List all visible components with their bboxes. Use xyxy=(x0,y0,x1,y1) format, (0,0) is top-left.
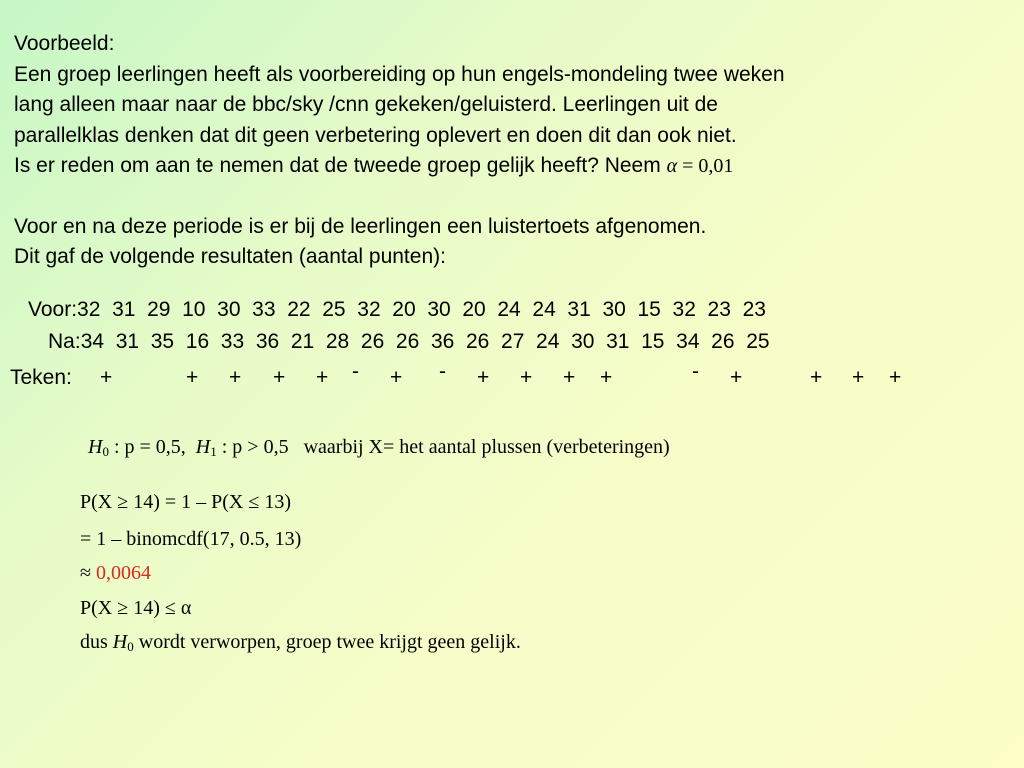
sign: - xyxy=(352,360,359,383)
hypotheses xyxy=(88,436,670,460)
teken-signs xyxy=(0,360,1024,396)
sign: + xyxy=(273,366,286,389)
calc-line-1: P(X ≥ 14) = 1 – P(X ≤ 13) xyxy=(80,491,292,513)
question-text: Is er reden om aan te nemen dat de tweede groep gelijk heeft? Neem xyxy=(14,154,667,177)
conclusion-h: H xyxy=(112,631,128,653)
intro-line-6: Dit gaf de volgende resultaten (aantal punten): xyxy=(14,245,446,268)
sign: - xyxy=(692,360,699,383)
intro-line-3: parallelklas denken dat dit geen verbetering oplevert en doen dit dan ook niet. xyxy=(14,123,737,147)
h0-symbol: H xyxy=(88,436,103,458)
sign: + xyxy=(600,366,613,389)
example-heading: Voorbeeld: xyxy=(14,32,115,55)
sign: + xyxy=(810,366,823,389)
alpha-value: α = 0,01 xyxy=(666,155,734,177)
intro-line-2: lang alleen maar naar de bbc/sky /cnn gekeken/geluisterd. Leerlingen uit de xyxy=(14,93,718,116)
sign: + xyxy=(730,366,743,389)
voor-row xyxy=(28,298,766,322)
na-row xyxy=(48,330,770,354)
h1-rest: : p > 0,5 waarbij X= het aantal plussen (verbeteringen) xyxy=(216,436,670,458)
h0-sub: 0 xyxy=(102,444,109,459)
conclusion xyxy=(80,631,521,655)
intro-line-1: Een groep leerlingen heeft als voorbereiding op hun engels-mondeling twee weken xyxy=(14,62,785,86)
probability-result: 0,0064 xyxy=(95,562,151,584)
h1-symbol: H xyxy=(195,436,211,458)
sign: + xyxy=(852,366,865,389)
calc-line-4: P(X ≥ 14) ≤ α xyxy=(80,597,192,619)
sign: + xyxy=(563,366,576,389)
voor-label: Voor: xyxy=(28,298,78,321)
intro-line-5: Voor en na deze periode is er bij de leerlingen een luistertoets afgenomen. xyxy=(14,214,707,238)
intro-text xyxy=(14,29,1014,273)
conclusion-rest: wordt verworpen, groep twee krijgt geen gelijk. xyxy=(133,631,521,653)
sign: + xyxy=(100,366,113,389)
conclusion-sub: 0 xyxy=(127,639,134,654)
approx-symbol: ≈ xyxy=(80,562,96,584)
h0-rest: : p = 0,5, xyxy=(108,436,196,458)
sign: + xyxy=(477,366,490,389)
sign: + xyxy=(229,366,242,389)
na-label: Na: xyxy=(48,330,81,353)
sign: - xyxy=(439,360,446,383)
sign: + xyxy=(316,366,329,389)
sign: + xyxy=(889,366,902,389)
sign: + xyxy=(186,366,199,389)
calc-line-2: = 1 – binomcdf(17, 0.5, 13) xyxy=(80,528,302,550)
calc-line-3 xyxy=(80,562,151,585)
na-values: 34 31 35 16 33 36 21 28 26 26 36 26 27 24 30 31 15 34 26 25 xyxy=(80,330,770,353)
sign: + xyxy=(390,366,403,389)
intro-line-4 xyxy=(14,151,1014,182)
conclusion-prefix: dus xyxy=(80,631,113,653)
voor-values: 32 31 29 10 30 33 22 25 32 20 30 20 24 24 31 30 15 32 23 23 xyxy=(77,298,766,321)
h1-sub: 1 xyxy=(210,444,217,459)
teken-label: Teken: xyxy=(10,366,72,389)
sign: + xyxy=(520,366,533,389)
